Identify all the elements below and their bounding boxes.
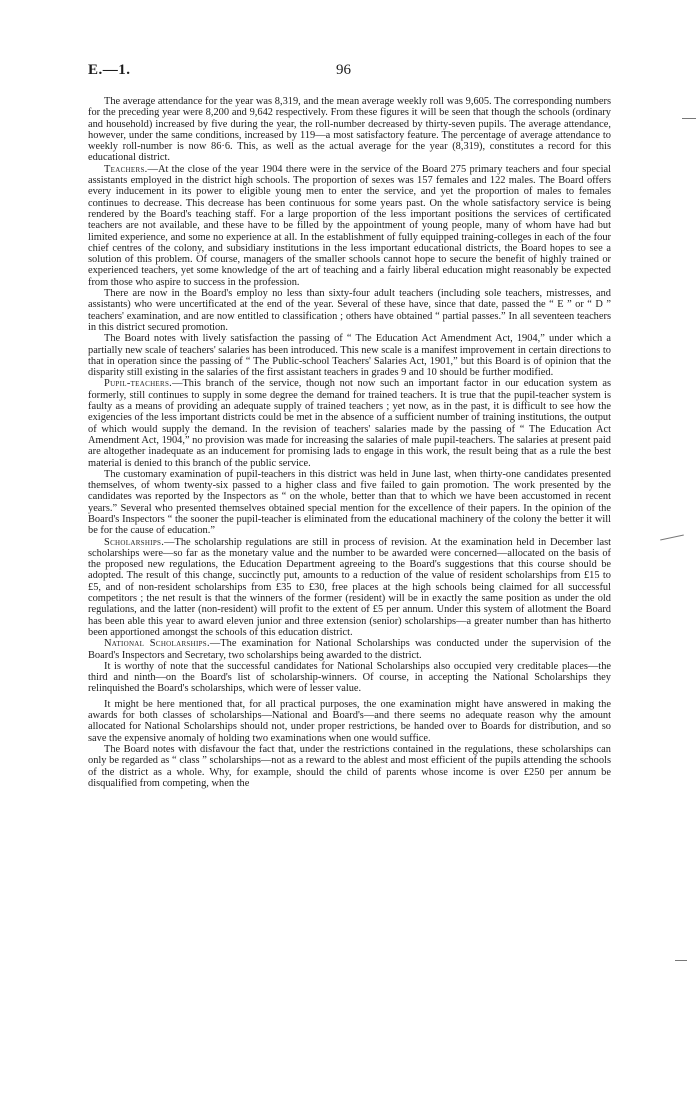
paragraph-teachers (88, 164, 611, 288)
page-number: 96 (336, 62, 351, 78)
paragraph-text: —This branch of the service, though not now such an important factor in our education system as formerly, still continues to supply in some degree the demand for trained teachers. It is true that the pupil-teacher system is faulty as a means of providing an adequate supply of trained teachers ; yet now, as in the past, it is difficult to see how the exigencies of the less important districts could be met in the absence of a sufficient number of training institutions, the output of which would supply the demand. In the revision of teachers' salaries made by the passing of “ The Education Act Amendment Act, 1904,” no provision was made for increasing the salaries of male pupil-teachers. The salaries at present paid are altogether inadequate as an inducement for promising lads to engage in this work, the result being that as a rule the best material is denied to this branch of the public service. (88, 378, 611, 469)
paragraph-scholarships (88, 537, 611, 639)
paragraph-text: The Board notes with disfavour the fact that, under the restrictions contained in the regulations, these scholarships can only be regarded as “ class ” scholarships—not as a reward to the ablest and most efficient of the pupils attending the schools of the district as a whole. Why, for example, should the child of parents whose income is over £250 per annum be disqualified from competing, when the (88, 743, 611, 789)
paragraph-text: —At the close of the year 1904 there were in the service of the Board 275 primary teachers and four special assistants employed in the district high schools. The proportion of sexes was 157 females and 122 males. The Board offers every inducement in its power to eligible young men to enter the service, and yet the proportion of males to females continues to decrease. This decrease has been continuous for some years past. On the whole satisfactory service is being rendered by the Board's teaching staff. For a large proportion of the less important positions the services of certificated teachers are not available, and these have to be filled by the appointment of young people, many of whom have had but limited experience, and some no experience at all. In the establishment of fully equipped training-colleges in each of the four chief centres of the colony, and subsidiary institutions in the less important educational districts, the Board hopes to see a solution of this problem. Of course, managers of the smaller schools cannot hope to secure the benefit of highly trained or experienced teachers, yet some knowledge of the art of teaching and a fairly liberal education might reasonably be expected from those who aspire to success in the profession. (88, 163, 611, 288)
margin-mark (682, 118, 696, 119)
paragraph-text: The customary examination of pupil-teachers in this district was held in June last, when thirty-one candidates presented themselves, of whom twenty-six passed to a higher class and five failed to gain promotion. The work presented by the candidates was reported by the Inspectors as “ on the whole, better than that to which we have been accustomed in recent years.” Several who presented themselves obtained special mention for the excellence of their papers. In the opinion of the Board's Inspectors “ the sooner the pupil-teacher is eliminated from the educational machinery of the colony the better it will be for the cause of education.” (88, 468, 611, 537)
paragraph-text: The average attendance for the year was 8,319, and the mean average weekly roll was 9,605. The corresponding numbers for the preceding year were 8,200 and 9,642 respectively. From these figures it will be seen that though the schools (ordinary and household) increased by five during the year, the roll-number decreased by thirty-seven pupils. The average attendance, however, under the same conditions, increased by 119—a most satisfactory feature. The percentage of average attendance to weekly roll-number is now 86·6. This, as well as the actual average for the year (8,319), constitutes a record for this educational district. (88, 96, 611, 164)
page-header (88, 62, 608, 82)
paragraph-attendance (88, 96, 611, 164)
paragraph-pupil-teachers (88, 378, 611, 468)
paragraph-examination (88, 469, 611, 537)
margin-mark (675, 960, 687, 961)
document-body (88, 96, 611, 789)
margin-mark (660, 535, 684, 541)
document-reference: E.—1. (88, 62, 131, 78)
paragraph-text: The Board notes with lively satisfaction the passing of “ The Education Act Amendment Act, 1904,” under which a partially new scale of teachers' salaries has been introduced. This new scale is a manifest improvement in certain directions to that in operation since the passing of “ The Public-school Teachers' Salaries Act, 1901,” but this Board is of opinion that the disparity still existing in the salaries of the first assistant teachers in grades 9 and 10 should be further modified. (88, 333, 611, 379)
section-heading-scholarships: Scholarships. (104, 536, 165, 548)
paragraph-uncertificated (88, 288, 611, 333)
paragraph-restrictions (88, 744, 611, 789)
paragraph-salaries (88, 333, 611, 378)
paragraph-text: —The scholarship regulations are still in process of revision. At the examination held in December last scholarships were—so far as the monetary value and the number to be awarded were concerned—allocated on the basis of the proposed new regulations, the Education Department agreeing to the Board's suggestions that this course should be adopted. The result of this change, succinctly put, amounts to a reduction of the value of resident scholarships from £15 to £5, and of non-resident scholarships from £35 to £30, free places at the high schools being claimed for all successful competitors ; the net result is that the winners of the former (resident) will be in exactly the same position as under the old regulations, and the latter (non-resident) will profit to the extent of £5 per annum. Under this system of allotment the Board has been able this year to award eleven junior and three extension (senior) scholarships—a greater number than has hitherto been apportioned amongst the schools of this education district. (88, 536, 611, 638)
section-heading-national-scholarships: National Scholarships. (104, 638, 210, 650)
section-heading-pupil-teachers: Pupil-teachers. (104, 378, 173, 390)
paragraph-text: There are now in the Board's employ no less than sixty-four adult teachers (including sole teachers, mistresses, and assistants) who were uncertificated at the end of the year. Several of these have, since that date, passed the “ E ” or “ D ” teachers' examination, and are now entitled to classification ; others have obtained “ partial passes.” In all seventeen teachers in this district secured promotion. (88, 288, 611, 333)
paragraph-national-scholarships (88, 638, 611, 661)
paragraph-text: It might be here mentioned that, for all practical purposes, the one examination might have answered in making the awards for both classes of scholarships—National and Board's—and there seems no adequate reason why the amount allocated for National Scholarships should not, under proper restrictions, be handed over to Boards for distribution, and so save the expensive anomaly of holding two examinations when one would suffice. (88, 698, 611, 744)
section-heading-teachers: Teachers. (104, 163, 148, 175)
paragraph-text: It is worthy of note that the successful candidates for National Scholarships also occupied very creditable places—the third and ninth—on the Board's list of scholarship-winners. Of course, in accepting the National Scholarships they relinquished the Board's scholarships, which were of lesser value. (88, 660, 611, 695)
paragraph-text: —The examination for National Scholarships was conducted under the supervision of the Board's Inspectors and Secretary, two scholarships being awarded to the district. (88, 638, 612, 661)
paragraph-creditable-places (88, 661, 611, 695)
paragraph-one-examination (88, 699, 611, 744)
